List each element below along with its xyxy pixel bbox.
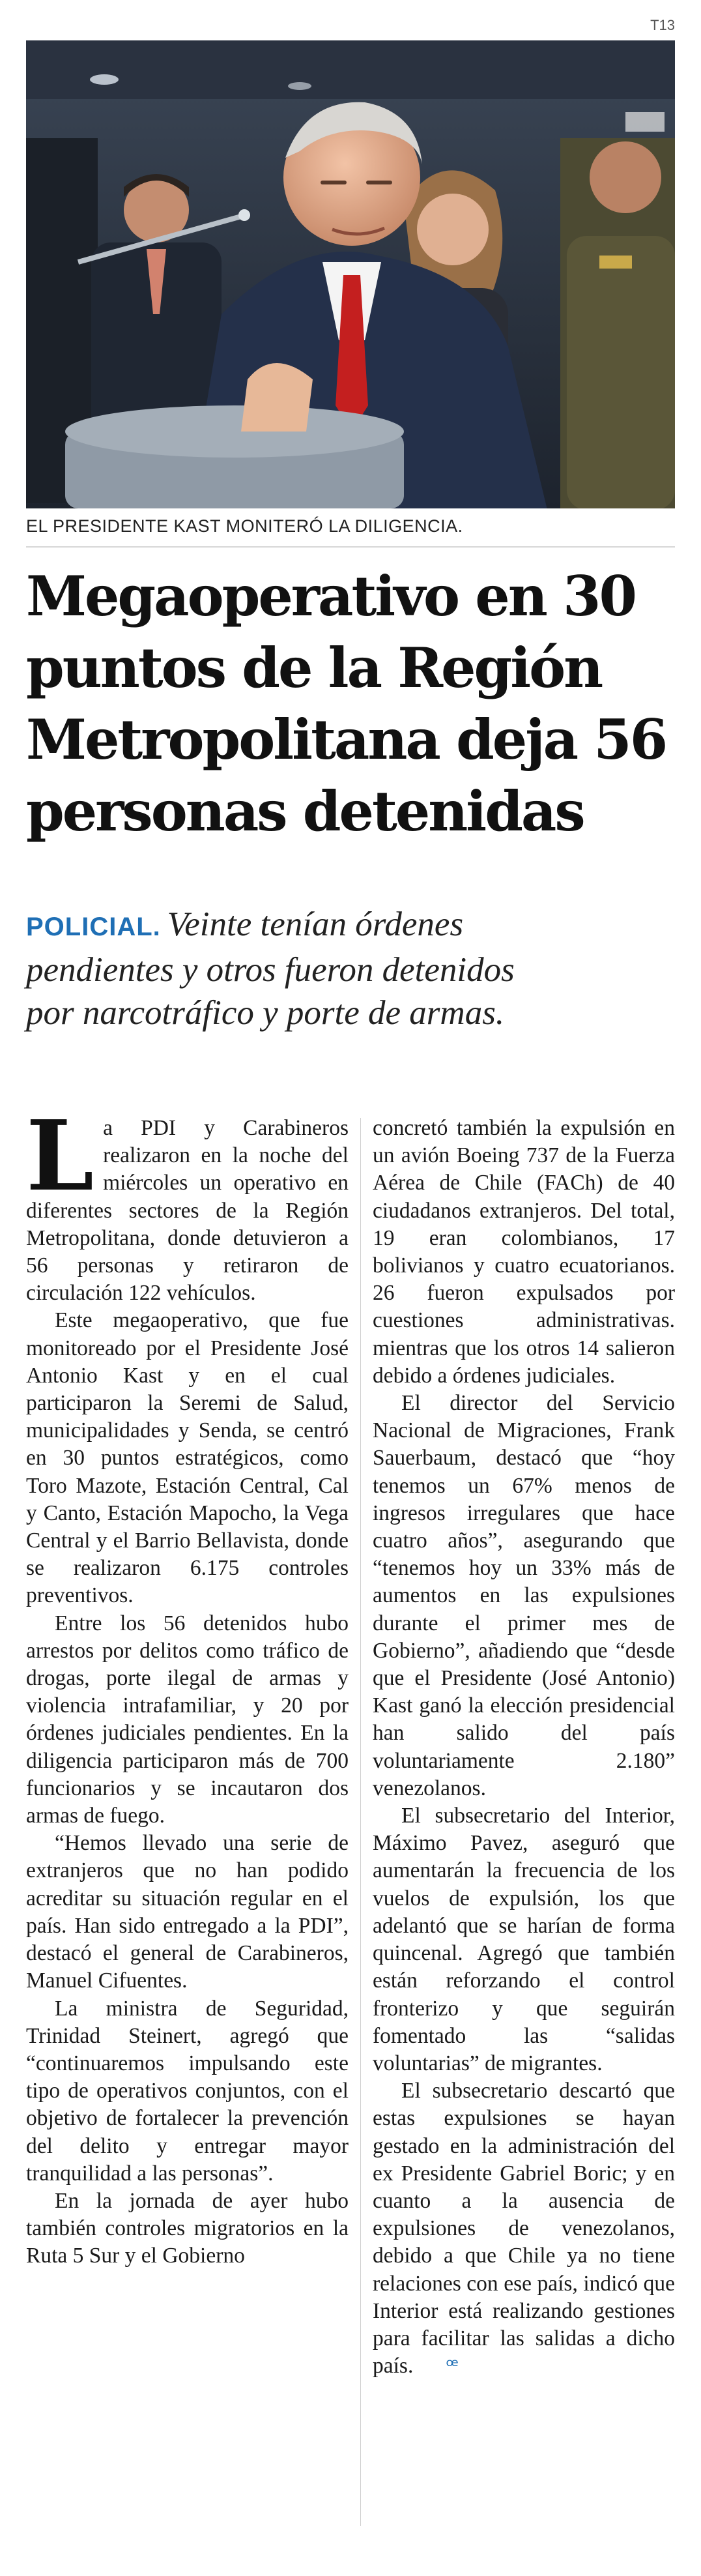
headline-line: Megaoperativo en 30 <box>26 564 635 628</box>
body-paragraph-text: El subsecretario descartó que estas expulsiones se hayan gestado en la administración del ex Presidente Gabriel Boric; y en cuanto a la ausencia de expulsiones de venezolanos, debido a que Chile ya no tiene relaciones con ese país, indicó que Interior está realizando gestiones para facilitar las salidas a dicho país. <box>373 2079 675 2378</box>
body-paragraph <box>26 1099 349 1307</box>
body-paragraph: En la jornada de ayer hubo también controles migratorios en la Ruta 5 Sur y el Gobierno <box>26 2188 349 2268</box>
article-column-1 <box>26 1099 349 2270</box>
body-paragraph: El subsecretario del Interior, Máximo Pavez, aseguró que aumentarán la frecuencia de los vuelos de expulsión, los que adelantó que se harían de forma quincenal. Agregó que también están reforzando el control fronterizo y que seguirán fomentado las “salidas voluntarias” de migrantes. <box>373 1804 675 2075</box>
deck-line: por narcotráfico y porte de armas. <box>26 994 505 1032</box>
body-paragraph: La ministra de Seguridad, Trinidad Steinert, agregó que “continuaremos impulsando este tipo de operativos conjuntos, con el objetivo de fortalecer la prevención del delito y entregar mayor tranquilidad a las personas”. <box>26 1996 349 2186</box>
body-paragraph: Entre los 56 detenidos hubo arrestos por delitos como tráfico de drogas, porte ilegal de armas y violencia intrafamiliar, y 20 por órdenes judiciales pendientes. En la diligencia participaron más de 700 funcionarios y se incautaron dos armas de fuego. <box>26 1611 349 1828</box>
page-number: T13 <box>650 17 675 33</box>
headline-line: Metropolitana deja 56 <box>26 707 666 772</box>
news-photo <box>26 40 675 508</box>
deck-line: pendientes y otros fueron detenidos <box>26 951 515 989</box>
article-column-2 <box>373 1115 675 2380</box>
deck-text: Veinte tenían órdenes <box>167 905 464 943</box>
section-kicker: POLICIAL. <box>26 913 161 941</box>
body-paragraph: Este megaoperativo, que fue monitoreado por el Presidente José Antonio Kast y en el cual participaron la Seremi de Salud, municipalidades y Senda, se centró en 30 puntos estratégicos, como Toro Mazote, Estación Central, Cal y Canto, Estación Mapocho, la Vega Central y el Barrio Bellavista, donde se realizaron 6.175 controles preventivos. <box>26 1308 349 1608</box>
body-paragraph <box>373 2077 675 2380</box>
deck <box>26 903 678 1034</box>
headline <box>26 561 678 847</box>
body-paragraph: El director del Servicio Nacional de Migraciones, Frank Sauerbaum, destacó que “hoy tenemos un 67% menos de ingresos irregulares que hace cuatro años”, asegurando que “tenemos hoy un 33% más de aumentos en las expulsiones durante el primer mes de Gobierno”, añadiendo que “desde que el Presidente (José Antonio) Kast ganó la elección presidencial han salido del país voluntariamente 2.180” venezolanos. <box>373 1391 675 1800</box>
body-paragraph: “Hemos llevado una serie de extranjeros que no han podido acreditar su situación regular en el país. Han sido entregado a la PDI”, destacó el general de Carabineros, Manuel Cifuentes. <box>26 1831 349 1993</box>
headline-line: personas detenidas <box>26 779 584 843</box>
caption-divider <box>26 546 675 548</box>
photo-caption: EL PRESIDENTE KAST MONITERÓ LA DILIGENCIA. <box>26 516 463 536</box>
body-paragraph: concretó también la expulsión en un avión Boeing 737 de la Fuerza Aérea de Chile (FACh) de 40 ciudadanos extranjeros. Del total, 19 eran colombianos, 17 bolivianos y cuatro ecuatorianos. 26 fueron expulsados por cuestiones administrativas. mientras que los otros 14 salieron debido a órdenes judiciales. <box>373 1116 675 1388</box>
deck-line <box>26 903 678 948</box>
column-divider <box>360 1118 361 2526</box>
headline-line: puntos de la Región <box>26 636 602 700</box>
body-paragraph-text: a PDI y Carabineros realizaron en la noche del miércoles un operativo en diferentes sectores de la Región Metropolitana, donde detuvieron a 56 personas y retiraron de circulación 122 vehículos. <box>26 1116 349 1306</box>
end-mark-icon: ꟹ <box>446 2355 459 2378</box>
drop-cap: L <box>26 1099 94 1212</box>
